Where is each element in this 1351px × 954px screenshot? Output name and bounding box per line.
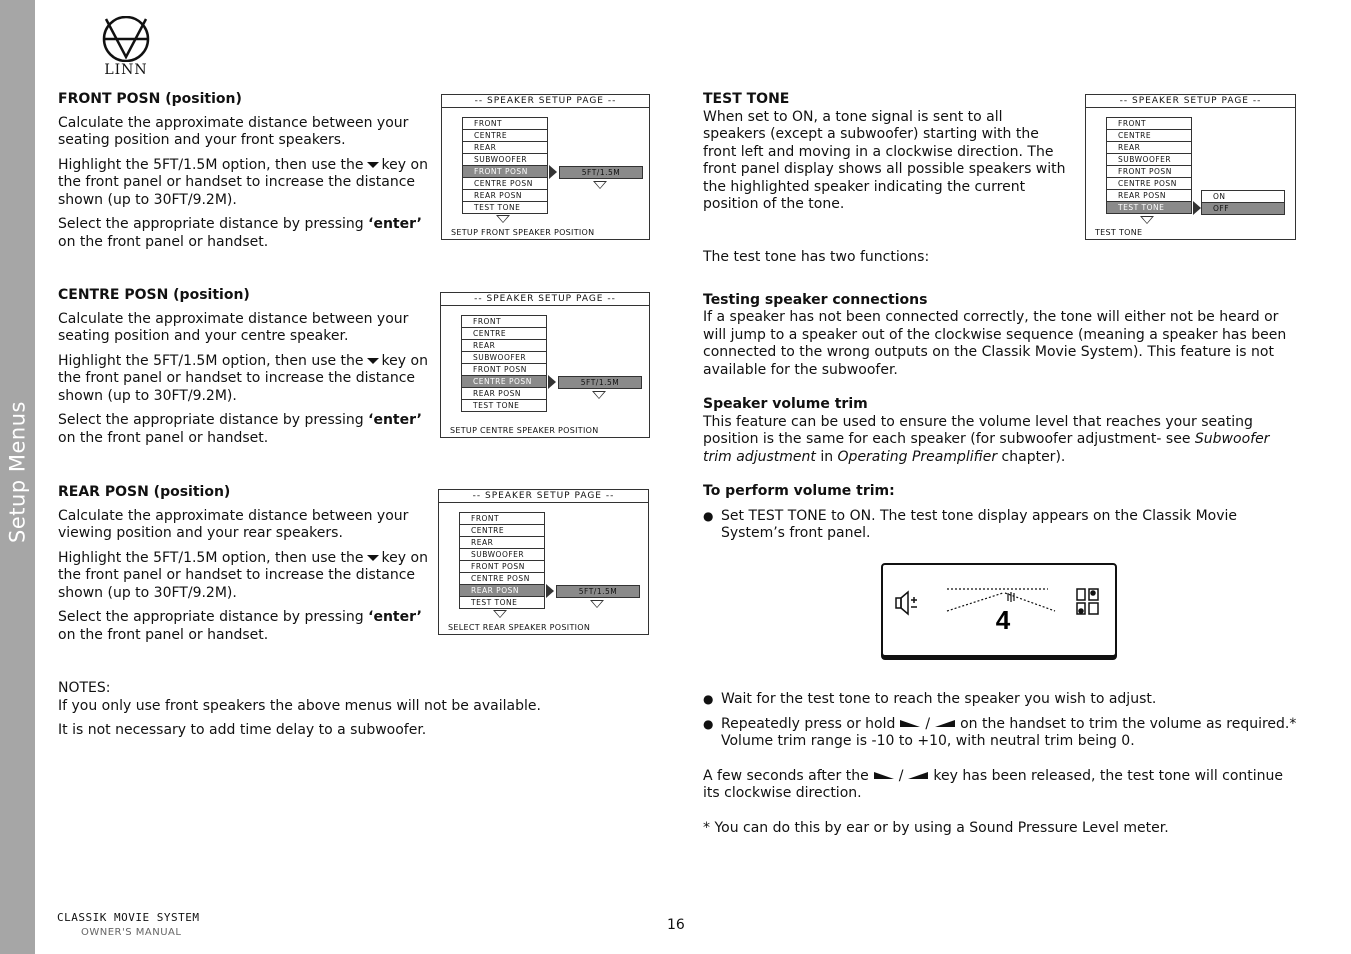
down-arrow-icon: [593, 181, 607, 189]
notes-line-2: It is not necessary to add time delay to a subwoofer.: [58, 722, 427, 738]
trim-text-c: in: [820, 448, 834, 465]
bullet-3a: Repeatedly press or hold: [721, 715, 896, 732]
front-posn-p2: [58, 157, 428, 210]
menu-item: REAR: [463, 142, 547, 154]
menu-item: CENTRE: [463, 130, 547, 142]
menu-item: FRONT: [460, 513, 544, 525]
speaker-menu-list: [462, 117, 548, 214]
centre-posn-p3: [58, 412, 428, 447]
front-posn-heading: FRONT POSN (position): [58, 91, 242, 107]
perform-heading: To perform volume trim:: [703, 483, 895, 499]
enter-key-label: ‘enter’: [368, 609, 422, 625]
front-posn-screen: [441, 94, 650, 240]
centre-posn-p3c: on the front panel or handset.: [58, 429, 269, 446]
option-on: ON: [1202, 191, 1284, 203]
menu-item: CENTRE: [462, 328, 546, 340]
distance-value: 5FT/1.5M: [556, 585, 640, 598]
menu-item: SUBWOOFER: [462, 352, 546, 364]
down-arrow-icon: [493, 610, 507, 618]
menu-item: REAR: [462, 340, 546, 352]
rear-posn-p3: [58, 609, 428, 644]
page-number: 16: [667, 917, 685, 933]
down-arrow-icon: [496, 215, 510, 223]
trim-text-b: Subwoofer trim adjustment: [703, 431, 1270, 465]
down-arrow-icon: [592, 391, 606, 399]
display-graphic: [883, 565, 1115, 655]
menu-item: CENTRE POSN: [1107, 178, 1191, 190]
down-key-icon: [367, 162, 379, 168]
trim-text-e: chapter).: [1001, 448, 1066, 465]
menu-item: CENTRE POSN: [463, 178, 547, 190]
rear-posn-section: [58, 484, 428, 651]
logo-text: LINN: [104, 62, 148, 78]
menu-item-selected: CENTRE POSN: [462, 376, 546, 388]
menu-item: SUBWOOFER: [1107, 154, 1191, 166]
option-off: OFF: [1202, 203, 1284, 214]
after-c: key has been released, the test tone will continue its clockwise direction.: [703, 767, 1284, 801]
screen-title: -- SPEAKER SETUP PAGE --: [442, 96, 649, 108]
footer-subtitle: OWNER'S MANUAL: [81, 927, 182, 938]
menu-item: FRONT POSN: [462, 364, 546, 376]
down-arrow-icon: [1140, 216, 1154, 224]
menu-item: REAR: [1107, 142, 1191, 154]
front-posn-p2b: key on the front panel or handset to increase the distance shown (up to 30FT/9.2M).: [58, 156, 428, 208]
trim-heading: Speaker volume trim: [703, 396, 868, 412]
menu-item: FRONT: [462, 316, 546, 328]
trim-value: 4: [995, 605, 1011, 635]
centre-posn-screen: [440, 292, 650, 438]
trim-text: [703, 414, 1298, 467]
rear-posn-p2a: Highlight the 5FT/1.5M option, then use the: [58, 549, 364, 566]
rear-posn-p2b: key on the front panel or handset to increase the distance shown (up to 30FT/9.2M).: [58, 549, 428, 601]
volume-down-icon: [899, 719, 921, 728]
front-posn-p3: [58, 216, 428, 251]
enter-key-label: ‘enter’: [368, 412, 422, 428]
menu-item: FRONT POSN: [460, 561, 544, 573]
centre-posn-p1: Calculate the approximate distance between your seating position and your centre speaker.: [58, 310, 409, 344]
rear-posn-p2: [58, 550, 428, 603]
centre-posn-p3a: Select the appropriate distance by pressing: [58, 412, 364, 428]
bullet-2: ● Wait for the test tone to reach the speaker you wish to adjust.: [681, 691, 1298, 709]
testing-heading: Testing speaker connections: [703, 291, 928, 308]
front-panel-display: [881, 563, 1117, 657]
menu-item: REAR: [460, 537, 544, 549]
bullet-3: [681, 716, 1298, 751]
screen-title: -- SPEAKER SETUP PAGE --: [1086, 96, 1295, 108]
screen-title: -- SPEAKER SETUP PAGE --: [439, 491, 648, 503]
front-posn-p2a: Highlight the 5FT/1.5M option, then use the: [58, 156, 364, 173]
screen-caption: SELECT REAR SPEAKER POSITION: [448, 623, 591, 632]
speaker-menu-list: [459, 512, 545, 609]
down-key-icon: [367, 358, 379, 364]
right-arrow-icon: [546, 584, 554, 598]
front-posn-p3a: Select the appropriate distance by pressing: [58, 216, 364, 232]
channel-indicator-icon: [1077, 589, 1098, 614]
menu-item: CENTRE: [1107, 130, 1191, 142]
rear-posn-p1: Calculate the approximate distance between your viewing position and your rear speakers.: [58, 507, 409, 541]
notes-section: [58, 680, 578, 747]
slash: /: [898, 767, 904, 784]
footnote: * You can do this by ear or by using a Sound Pressure Level meter.: [703, 819, 1169, 836]
speaker-menu-list: [1106, 117, 1192, 214]
menu-item: FRONT POSN: [1107, 166, 1191, 178]
trim-instructions: [703, 691, 1298, 844]
rear-posn-heading: REAR POSN (position): [58, 484, 231, 500]
centre-posn-p2a: Highlight the 5FT/1.5M option, then use the: [58, 352, 364, 369]
test-tone-p1: When set to ON, a tone signal is sent to all speakers (except a subwoofer) starting with the front left and moving in a clockwise direction. The front panel display shows all possible speakers with the highlighted speaker indicating the current position of the tone.: [703, 108, 1066, 212]
distance-value: 5FT/1.5M: [559, 166, 643, 179]
notes-label: NOTES:: [58, 680, 111, 696]
right-arrow-icon: [1193, 201, 1201, 215]
speaker-marker-icon: [1008, 592, 1014, 602]
down-arrow-icon: [590, 600, 604, 608]
menu-item: TEST TONE: [462, 400, 546, 412]
volume-up-icon: [907, 771, 929, 780]
menu-item: TEST TONE: [463, 202, 547, 214]
front-posn-p3c: on the front panel or handset.: [58, 233, 269, 250]
centre-posn-section: [58, 287, 428, 454]
screen-caption: SETUP FRONT SPEAKER POSITION: [451, 228, 595, 237]
menu-item: REAR POSN: [462, 388, 546, 400]
centre-posn-p2: [58, 353, 428, 406]
sidebar-label: Setup Menus: [5, 401, 30, 543]
menu-item-selected: REAR POSN: [460, 585, 544, 597]
centre-posn-heading: CENTRE POSN (position): [58, 287, 250, 303]
right-arrow-icon: [548, 375, 556, 389]
test-tone-section: [703, 91, 1068, 221]
trim-text-a: This feature can be used to ensure the volume level that reaches your seating position is the same for each speaker (for subwoofer adjustment- see: [703, 413, 1253, 447]
down-key-icon: [367, 555, 379, 561]
testing-text: If a speaker has not been connected correctly, the tone will either not be heard or will jump to a speaker out of the clockwise sequence (meaning a speaker has been connected to the wrong outputs on the Classik Movie System). This feature is not available for the subwoofer.: [703, 309, 1287, 378]
after-release-text: [703, 768, 1298, 803]
menu-item: FRONT: [463, 118, 547, 130]
linn-logo-icon: [100, 16, 152, 62]
menu-item: TEST TONE: [460, 597, 544, 609]
menu-item: FRONT: [1107, 118, 1191, 130]
speaker-trim-icon: [896, 592, 917, 614]
functions-intro: The test tone has two functions:: [703, 249, 930, 265]
front-posn-p1: Calculate the approximate distance between your seating position and your front speakers.: [58, 114, 409, 148]
slash: /: [925, 715, 931, 732]
speaker-menu-list: [461, 315, 547, 412]
test-tone-heading: TEST TONE: [703, 91, 790, 107]
notes-line-1: If you only use front speakers the above menus will not be available.: [58, 697, 541, 714]
bullet-1: ● Set TEST TONE to ON. The test tone display appears on the Classik Movie System’s front panel.: [681, 508, 1298, 543]
menu-item: REAR POSN: [1107, 190, 1191, 202]
menu-item: CENTRE POSN: [460, 573, 544, 585]
footer-title: CLASSIK MOVIE SYSTEM: [57, 911, 200, 924]
trim-text-d: Operating Preamplifier: [837, 448, 998, 465]
menu-item: SUBWOOFER: [463, 154, 547, 166]
centre-posn-p2b: key on the front panel or handset to increase the distance shown (up to 30FT/9.2M).: [58, 352, 428, 404]
screen-caption: TEST TONE: [1095, 228, 1143, 237]
on-off-options: [1201, 190, 1285, 215]
right-arrow-icon: [549, 165, 557, 179]
menu-item: SUBWOOFER: [460, 549, 544, 561]
rear-posn-screen: [438, 489, 649, 635]
menu-item: REAR POSN: [463, 190, 547, 202]
enter-key-label: ‘enter’: [368, 216, 422, 232]
menu-item: CENTRE: [460, 525, 544, 537]
volume-up-icon: [934, 719, 956, 728]
screen-title: -- SPEAKER SETUP PAGE --: [441, 294, 649, 306]
distance-value: 5FT/1.5M: [558, 376, 642, 389]
test-tone-screen: [1085, 94, 1296, 240]
screen-caption: SETUP CENTRE SPEAKER POSITION: [450, 426, 599, 435]
test-tone-details: [703, 249, 1298, 550]
after-a: A few seconds after the: [703, 767, 869, 784]
linn-logo: [100, 16, 152, 78]
front-posn-section: [58, 91, 428, 258]
rear-posn-p3a: Select the appropriate distance by pressing: [58, 609, 364, 625]
sidebar: [0, 0, 35, 954]
rear-posn-p3c: on the front panel or handset.: [58, 626, 269, 643]
menu-item-selected: FRONT POSN: [463, 166, 547, 178]
bullet-3c: on the handset to trim the volume as required.* Volume trim range is -10 to +10, with neutral trim being 0.: [721, 715, 1297, 749]
volume-down-icon: [873, 771, 895, 780]
menu-item-selected: TEST TONE: [1107, 202, 1191, 214]
